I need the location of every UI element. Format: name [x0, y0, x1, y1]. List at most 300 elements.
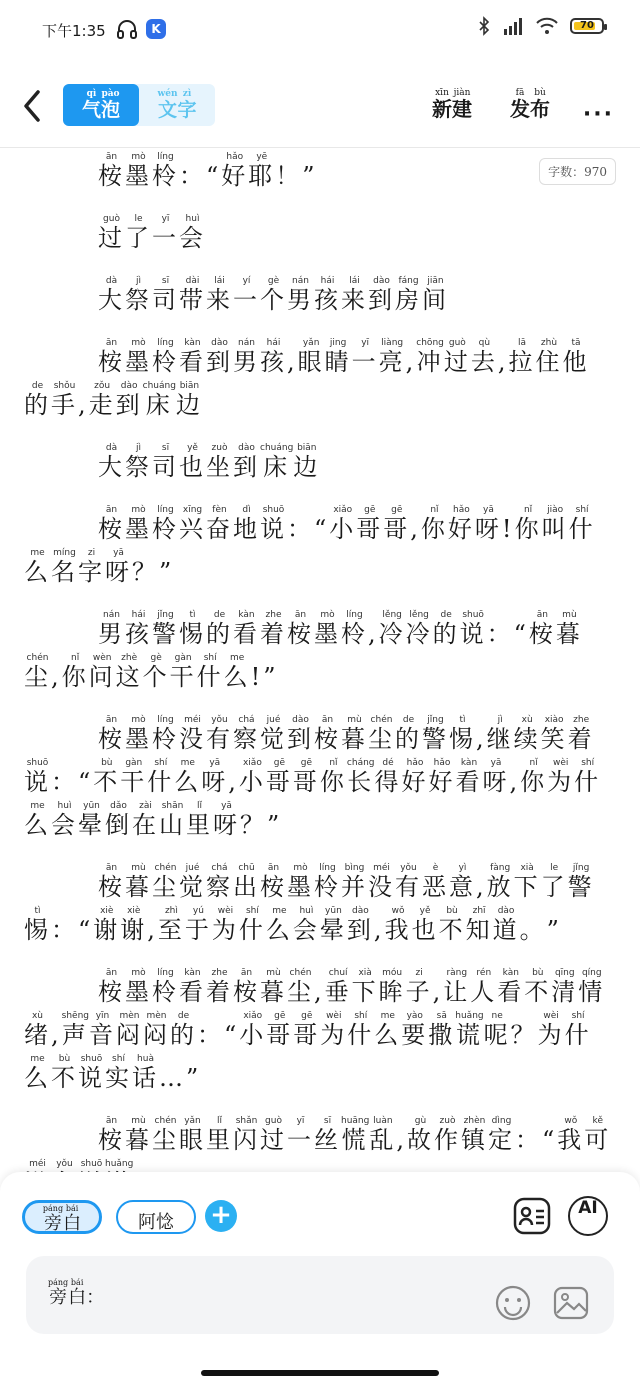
story-char: 不bù [438, 906, 466, 944]
pinyin-annotation: jǐng [567, 863, 595, 873]
story-char: 司sī [152, 443, 179, 481]
story-char: 暮mù [125, 1116, 152, 1154]
story-char: 故gù [406, 1116, 434, 1154]
pinyin-annotation: liàng [378, 338, 406, 348]
pinyin-annotation: è [422, 863, 449, 873]
story-char: 不bù [524, 968, 552, 1006]
story-char: 说shuō [260, 505, 287, 543]
story-char: 小xiǎo [329, 505, 357, 543]
pinyin-annotation: fáng [395, 276, 422, 286]
story-char: 作zuò [433, 1116, 461, 1154]
story-char: ” [267, 811, 283, 839]
input-role-label [48, 1278, 104, 1309]
new-button[interactable] [432, 84, 472, 134]
word-count-badge: 字数：970 [539, 158, 616, 185]
story-char: 暮mù [125, 863, 152, 901]
story-char: 男nán [287, 276, 314, 314]
story-char: 让ràng [443, 968, 471, 1006]
story-char: 呀yā [474, 505, 502, 543]
pinyin-annotation: chuáng [142, 381, 176, 391]
story-char: 声shēng [61, 1011, 89, 1049]
story-char: 至zhì [157, 906, 185, 944]
pinyin-annotation: zǒu [88, 381, 116, 391]
pinyin-annotation: kàn [233, 610, 260, 620]
pinyin-annotation: chá [233, 715, 260, 725]
story-char: , [51, 663, 62, 691]
story-char: 耶yē [248, 152, 276, 190]
pinyin-annotation: míng [51, 548, 78, 558]
pinyin-annotation: de [206, 610, 233, 620]
story-char: 呀yā [482, 758, 510, 796]
story-char: 倒dǎo [105, 801, 132, 839]
story-char: 没méi [368, 863, 395, 901]
story-char: 眼yǎn [179, 1116, 206, 1154]
emoji-icon[interactable] [494, 1284, 532, 1322]
story-char: 继jì [486, 715, 514, 753]
pinyin-annotation: mò [125, 152, 152, 162]
story-char: ？ [510, 1021, 538, 1049]
story-paragraph[interactable] [24, 610, 616, 699]
story-char: 说shuō [24, 758, 51, 796]
story-char: 定dìng [487, 1116, 515, 1154]
pinyin-annotation: xiǎo [329, 505, 357, 515]
pinyin-annotation: shí [105, 1054, 132, 1064]
story-char: 觉jué [179, 863, 206, 901]
story-char: 要yào [401, 1011, 429, 1049]
pinyin-annotation: dào [233, 443, 260, 453]
story-char: 过guò [443, 338, 471, 376]
button-char: 建jiàn [452, 88, 472, 121]
pinyin-annotation: wèi [320, 1011, 348, 1021]
story-char: 谢xiè [93, 906, 121, 944]
pinyin-annotation: bù [530, 88, 550, 98]
story-char: “ [314, 515, 330, 543]
pinyin-annotation: huà [132, 1054, 159, 1064]
bluetooth-icon [478, 17, 490, 35]
story-char: 亮liàng [378, 338, 406, 376]
story-char: 到dào [287, 715, 314, 753]
pinyin-annotation: jiào [541, 505, 569, 515]
label-char: ： [86, 1287, 105, 1308]
story-char: 兴xīng [179, 505, 206, 543]
story-char: 镇zhèn [460, 1116, 488, 1154]
pinyin-annotation: me [265, 906, 293, 916]
pinyin-annotation: zì [177, 89, 197, 99]
story-char: 可kě [584, 1116, 612, 1154]
story-char: 大dà [98, 443, 125, 481]
story-char: 续xù [513, 715, 541, 753]
story-char: 。 [519, 916, 547, 944]
pinyin-annotation: ne [483, 1011, 511, 1021]
add-role-button[interactable]: + [205, 1200, 237, 1232]
role-card-icon[interactable] [512, 1196, 552, 1236]
pinyin-annotation: líng [152, 338, 179, 348]
pinyin-annotation: huāng [341, 1116, 370, 1126]
role-chip-character[interactable] [116, 1200, 196, 1234]
story-char: 冷lěng [378, 610, 406, 648]
pinyin-annotation: ān [98, 968, 125, 978]
cellular-signal-icon [502, 17, 524, 35]
story-char: 下xià [513, 863, 541, 901]
pinyin-annotation: chuáng [260, 443, 294, 453]
story-char: 孩hái [260, 338, 287, 376]
story-char: 这zhè [115, 653, 143, 691]
bottom-input-panel [0, 1172, 640, 1387]
pinyin-annotation: shuō [78, 1159, 105, 1169]
pinyin-annotation: xià [351, 968, 379, 978]
story-char: … [159, 1064, 186, 1092]
more-icon[interactable]: ··· [582, 102, 614, 127]
pinyin-annotation: dào [368, 276, 395, 286]
story-char: 看kàn [179, 968, 206, 1006]
story-char: 来lái [341, 276, 368, 314]
pinyin-annotation: huǎng [105, 1159, 134, 1169]
story-char: 撒sā [428, 1011, 456, 1049]
story-char: 什shí [574, 758, 602, 796]
story-char: 柃líng [314, 863, 341, 901]
story-char: 桉ān [98, 863, 125, 901]
story-char: 一yī [351, 338, 379, 376]
pinyin-annotation: sī [314, 1116, 341, 1126]
story-char: 惕tì [449, 715, 476, 753]
story-char: ： [486, 620, 514, 648]
pinyin-annotation: mèn [142, 1011, 170, 1021]
story-char: 会huì [51, 801, 78, 839]
pinyin-annotation: mù [555, 610, 583, 620]
story-char: 尘chén [152, 863, 179, 901]
story-char: ” [263, 663, 279, 691]
pinyin-annotation: chén [24, 653, 51, 663]
story-paragraph[interactable] [24, 443, 616, 489]
pinyin-annotation: gē [265, 758, 293, 768]
story-char: 看kàn [233, 610, 260, 648]
pinyin-annotation: de [395, 715, 422, 725]
pinyin-annotation: jing [324, 338, 352, 348]
pinyin-annotation: zhe [260, 610, 287, 620]
pinyin-annotation: qù [470, 338, 498, 348]
pinyin-annotation: gàn [169, 653, 197, 663]
pinyin-annotation: dào [346, 906, 374, 916]
pinyin-annotation: xīng [179, 505, 206, 515]
pinyin-annotation: de [24, 381, 51, 391]
pinyin-annotation: sī [152, 276, 179, 286]
story-char: 暮mù [341, 715, 368, 753]
pinyin-annotation: huì [292, 906, 320, 916]
story-char: 床chuáng [142, 381, 176, 419]
pinyin-annotation: hǎo [428, 758, 456, 768]
story-char: “ [206, 162, 222, 190]
story-char: 到dào [346, 906, 374, 944]
story-char: 有yǒu [395, 863, 422, 901]
button-char: 布bù [530, 88, 550, 121]
story-char: 么me [265, 906, 293, 944]
pinyin-annotation: yī [351, 338, 379, 348]
pinyin-annotation: bù [438, 906, 466, 916]
back-arrow-icon[interactable] [18, 86, 48, 126]
story-char: 到dào [368, 276, 395, 314]
pinyin-annotation: bái [63, 1204, 82, 1213]
pinyin-annotation: shí [564, 1011, 592, 1021]
pinyin-annotation: yǒu [206, 715, 233, 725]
pinyin-annotation: yī [287, 1116, 314, 1126]
battery-level: 70 [580, 20, 594, 31]
tab-char: 文wén [157, 89, 178, 121]
story-char: 过guò [260, 1116, 287, 1154]
story-char: 绪xù [24, 1011, 51, 1049]
story-char: 个gè [142, 653, 170, 691]
story-char: 的de [206, 610, 233, 648]
story-char: 一yí [233, 276, 260, 314]
pinyin-annotation: méi [24, 1159, 51, 1169]
story-char: 察chá [206, 863, 233, 901]
story-char: 的de [24, 381, 51, 419]
story-char: 大dà [98, 276, 125, 314]
pinyin-annotation: dìng [487, 1116, 515, 1126]
story-char: 孩hái [125, 610, 152, 648]
story-paragraph[interactable] [24, 863, 616, 952]
pinyin-annotation: gē [266, 1011, 294, 1021]
pinyin-annotation: pào [101, 89, 121, 99]
pinyin-annotation: yì [449, 863, 476, 873]
pinyin-annotation: zuò [206, 443, 233, 453]
story-char: 好hǎo [428, 758, 456, 796]
story-char: , [228, 768, 239, 796]
pinyin-annotation: me [374, 1011, 402, 1021]
story-char: 谢xiè [120, 906, 148, 944]
story-char: 看kàn [179, 338, 206, 376]
story-paragraph[interactable] [24, 276, 616, 322]
story-text-area[interactable] [24, 152, 616, 1172]
pinyin-annotation: tì [24, 906, 51, 916]
pinyin-annotation: shí [574, 758, 602, 768]
story-char: 恶è [422, 863, 449, 901]
story-char: 尘chén [287, 968, 314, 1006]
story-char: 哥gē [265, 758, 293, 796]
story-char: 房fáng [395, 276, 422, 314]
pinyin-annotation: yě [179, 443, 206, 453]
story-char: 了le [125, 214, 152, 252]
label-char: 白bái [68, 1278, 87, 1308]
story-paragraph[interactable] [24, 715, 616, 847]
story-char: 带dài [179, 276, 206, 314]
pinyin-annotation: mò [125, 505, 152, 515]
story-char: ？ [132, 558, 159, 586]
pinyin-annotation: mèn [115, 1011, 143, 1021]
story-char: ” [186, 1064, 202, 1092]
story-char: 了le [540, 863, 568, 901]
pinyin-annotation: lǐ [206, 1116, 233, 1126]
pinyin-annotation: dào [492, 906, 520, 916]
pinyin-annotation: lěng [405, 610, 433, 620]
story-char: 边biān [293, 443, 321, 481]
story-paragraph[interactable] [24, 505, 616, 594]
story-char: 好hǎo [447, 505, 475, 543]
pinyin-annotation: chá [206, 863, 233, 873]
story-char: , [410, 515, 421, 543]
story-char: 清qīng [551, 968, 579, 1006]
headphones-icon [116, 18, 138, 40]
pinyin-annotation: jué [260, 715, 287, 725]
story-char: 哥gē [356, 505, 384, 543]
pinyin-annotation: líng [314, 863, 341, 873]
story-char: 话huà [132, 1054, 159, 1092]
pinyin-annotation: guò [98, 214, 125, 224]
publish-button[interactable] [510, 84, 550, 134]
story-char: ” [302, 162, 318, 190]
story-char: 么me [223, 653, 251, 691]
story-char: 墨mò [125, 152, 152, 190]
image-icon[interactable] [552, 1284, 590, 1322]
story-char: 桉ān [98, 1116, 125, 1154]
story-char: 里lǐ [186, 801, 213, 839]
story-char: 并bìng [341, 863, 368, 901]
story-char: ： [179, 162, 206, 190]
story-char: 祭jì [125, 443, 152, 481]
story-char: 晕yūn [78, 801, 105, 839]
story-char: 么me [24, 801, 51, 839]
story-char: 司sī [152, 276, 179, 314]
pinyin-annotation: chén [368, 715, 395, 725]
story-char: 坐zuò [206, 443, 233, 481]
story-char: 什shí [196, 653, 224, 691]
story-paragraph[interactable] [24, 152, 616, 198]
tab-text[interactable] [139, 84, 215, 126]
pinyin-annotation: shí [147, 758, 175, 768]
pinyin-annotation: páng [48, 1278, 69, 1287]
pinyin-annotation: zhe [567, 715, 595, 725]
story-char: 眼yǎn [297, 338, 325, 376]
pinyin-annotation: mò [287, 863, 314, 873]
pinyin-annotation: wèn [88, 653, 116, 663]
pinyin-annotation: mò [125, 715, 152, 725]
story-char: 着zhe [567, 715, 595, 753]
story-char: 我wǒ [384, 906, 412, 944]
pinyin-annotation: líng [341, 610, 368, 620]
pinyin-annotation: kě [584, 1116, 612, 1126]
pinyin-annotation: de [169, 1011, 197, 1021]
story-char: 桉ān [98, 968, 125, 1006]
pinyin-annotation: yǒu [51, 1159, 78, 1169]
story-char: 拉lā [508, 338, 536, 376]
pinyin-annotation: chōng [416, 338, 444, 348]
pinyin-annotation: shí [568, 505, 596, 515]
story-char: 住zhù [535, 338, 563, 376]
pinyin-annotation: ràng [443, 968, 471, 978]
story-char: 呀yā [105, 548, 132, 586]
story-char: ： [196, 1021, 224, 1049]
pinyin-annotation: yào [401, 1011, 429, 1021]
pinyin-annotation: hǎo [221, 152, 249, 162]
ai-button[interactable]: AI [568, 1196, 608, 1236]
pinyin-annotation: mù [260, 968, 287, 978]
pinyin-annotation: jiān [422, 276, 449, 286]
story-char: 谎huǎng [455, 1011, 484, 1049]
story-paragraph[interactable] [24, 968, 616, 1100]
story-char: 看kàn [455, 758, 483, 796]
pinyin-annotation: fàng [486, 863, 514, 873]
pinyin-annotation: me [24, 1054, 51, 1064]
story-char: 柃líng [152, 505, 179, 543]
story-char: 哥gē [293, 1011, 321, 1049]
narration-input[interactable] [26, 1256, 614, 1334]
story-paragraph[interactable] [24, 338, 616, 427]
pinyin-annotation: ān [98, 715, 125, 725]
pinyin-annotation: jué [179, 863, 206, 873]
story-char: , [509, 768, 521, 796]
story-char: 来lái [206, 276, 233, 314]
story-paragraph[interactable] [24, 214, 616, 260]
story-char: ！ [275, 162, 303, 190]
story-char: 察chá [233, 715, 260, 753]
story-char: 墨mò [314, 610, 341, 648]
pinyin-annotation: kàn [455, 758, 483, 768]
story-char: 地dì [233, 505, 260, 543]
status-time: 下午1:35 [42, 22, 106, 40]
story-char: 柃líng [152, 338, 179, 376]
pinyin-annotation: le [540, 863, 568, 873]
story-char: 你nǐ [61, 653, 89, 691]
pinyin-annotation: shǒu [51, 381, 78, 391]
pinyin-annotation: kàn [179, 338, 206, 348]
story-char: 什shí [238, 906, 266, 944]
story-char: 丝sī [314, 1116, 341, 1154]
pinyin-annotation: yā [482, 758, 510, 768]
pinyin-annotation: mò [125, 968, 152, 978]
pinyin-annotation: jì [125, 443, 152, 453]
pinyin-annotation: ān [287, 610, 314, 620]
story-char: 在zài [132, 801, 159, 839]
pinyin-annotation: de [432, 610, 460, 620]
story-char: 也yě [179, 443, 206, 481]
story-char: 个gè [260, 276, 287, 314]
pinyin-annotation: nǐ [520, 758, 548, 768]
pinyin-annotation: dì [233, 505, 260, 515]
pinyin-annotation: dào [115, 381, 143, 391]
story-char: 出chū [233, 863, 260, 901]
story-char: 桉ān [314, 715, 341, 753]
pinyin-annotation: gē [293, 1011, 321, 1021]
pinyin-annotation: wèi [537, 1011, 565, 1021]
story-char: 墨mò [125, 505, 152, 543]
story-char: ! [501, 515, 515, 543]
story-char: 什shí [147, 758, 175, 796]
story-char: “ [78, 916, 94, 944]
pinyin-annotation: ān [98, 152, 125, 162]
story-char: 会huì [179, 214, 206, 252]
pinyin-annotation: gù [406, 1116, 434, 1126]
story-char: 有yǒu [206, 715, 233, 753]
story-char: 桉ān [98, 152, 125, 190]
pinyin-annotation: yā [105, 548, 132, 558]
pinyin-annotation: wèi [211, 906, 239, 916]
story-char: 么me [374, 1011, 402, 1049]
pinyin-annotation: zhèn [460, 1116, 488, 1126]
pinyin-annotation: yú [184, 906, 212, 916]
role-chip-narration[interactable] [22, 1200, 102, 1234]
story-char: 得dé [374, 758, 402, 796]
label-char: 旁páng [48, 1278, 69, 1308]
story-char: 闷mèn [142, 1011, 170, 1049]
story-char: , [476, 725, 487, 753]
tab-bubble[interactable] [63, 84, 139, 126]
pinyin-annotation: yā [474, 505, 502, 515]
status-bar [0, 0, 640, 60]
pinyin-annotation: shuō [24, 758, 51, 768]
story-char: 桉ān [528, 610, 556, 648]
story-char: 边biān [175, 381, 203, 419]
pinyin-annotation: yē [248, 152, 276, 162]
pinyin-annotation: mù [125, 1116, 152, 1126]
